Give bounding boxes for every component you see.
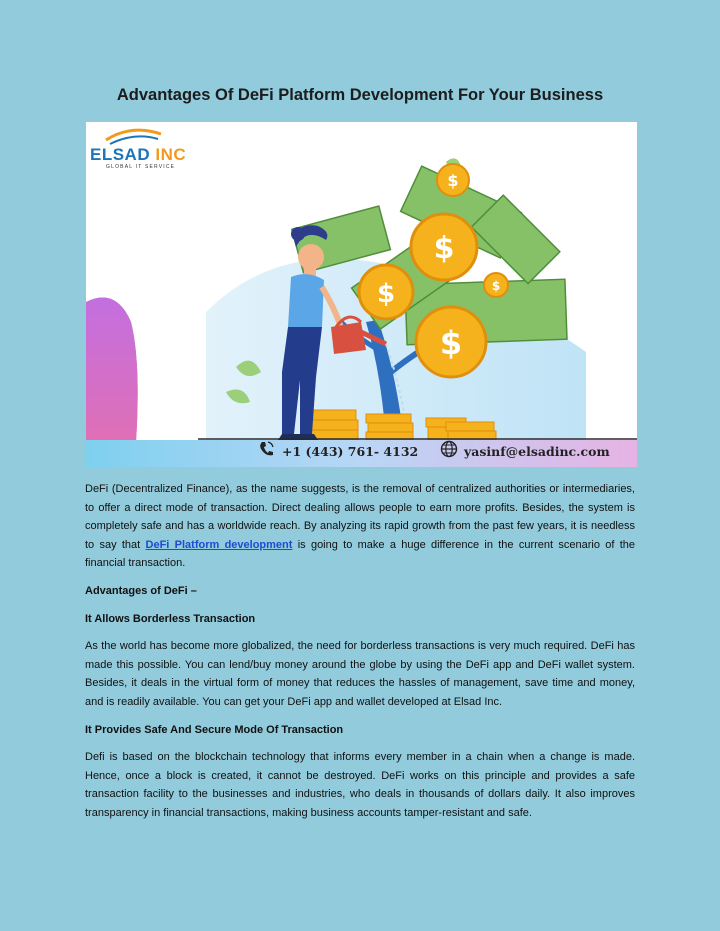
- logo-elsad: ELSAD: [90, 145, 151, 164]
- svg-text:$: $: [433, 231, 455, 266]
- money-tree-illustration: [86, 122, 637, 467]
- page-title: Advantages Of DeFi Platform Development For Your Business: [116, 86, 604, 104]
- contact-bar: [86, 440, 637, 467]
- intro-paragraph: [85, 480, 635, 573]
- svg-text:$: $: [376, 279, 396, 309]
- section-heading-borderless: It Allows Borderless Transaction: [85, 612, 256, 625]
- svg-text:$: $: [447, 171, 459, 190]
- hero-banner: [86, 122, 637, 467]
- logo-inc: INC: [155, 145, 187, 164]
- logo-tagline: GLOBAL IT SERVICE: [106, 164, 176, 170]
- section-text-secure: Defi is based on the blockchain technology that informs every member in a chain when a change is made. Hence, once a block is created, it cannot be destroyed. DeFi works on this principle and provides a safe transaction facility to the businesses and industries, who deals in thousands of dollars daily. It also improves transparency in financial transactions, making business accounts tamper-resistant and safe.: [85, 751, 635, 819]
- advantages-heading: Advantages of DeFi –: [85, 584, 197, 597]
- section-heading-secure: It Provides Safe And Secure Mode Of Transaction: [85, 723, 344, 736]
- intro-text-1: DeFi (Decentralized Finance), as the name suggests, is the removal of centralized authorities or intermediaries, to offer a direct mode of transaction. Direct dealing allows people to earn more profits. Besides, the system is completely safe and has a worldwide reach. By analyzing its rapid growth from the past few years, it is needless to say that: [85, 483, 635, 551]
- contact-email[interactable]: yasinf@elsadinc.com: [464, 444, 610, 459]
- contact-phone[interactable]: +1 (443) 761- 4132: [282, 444, 419, 459]
- globe-icon: [440, 440, 458, 458]
- svg-text:$: $: [491, 279, 501, 293]
- phone-icon: [258, 440, 274, 458]
- company-logo: [90, 145, 186, 165]
- svg-text:$: $: [439, 324, 463, 362]
- defi-platform-link[interactable]: DeFi Platform development: [145, 538, 293, 551]
- section-text-borderless: As the world has become more globalized, the need for borderless transactions is very much required. DeFi has made this possible. You can lend/buy money around the globe by using the DeFi app and DeFi wallet system. Besides, it deals in the virtual form of money that reduces the hassles of management, save time and money, and is readily available. You can get your DeFi app and wallet developed at Elsad Inc.: [85, 640, 635, 708]
- intro-text-2: is going to make a huge difference in the current scenario of the financial transaction.: [85, 538, 635, 570]
- article-body: [85, 480, 635, 823]
